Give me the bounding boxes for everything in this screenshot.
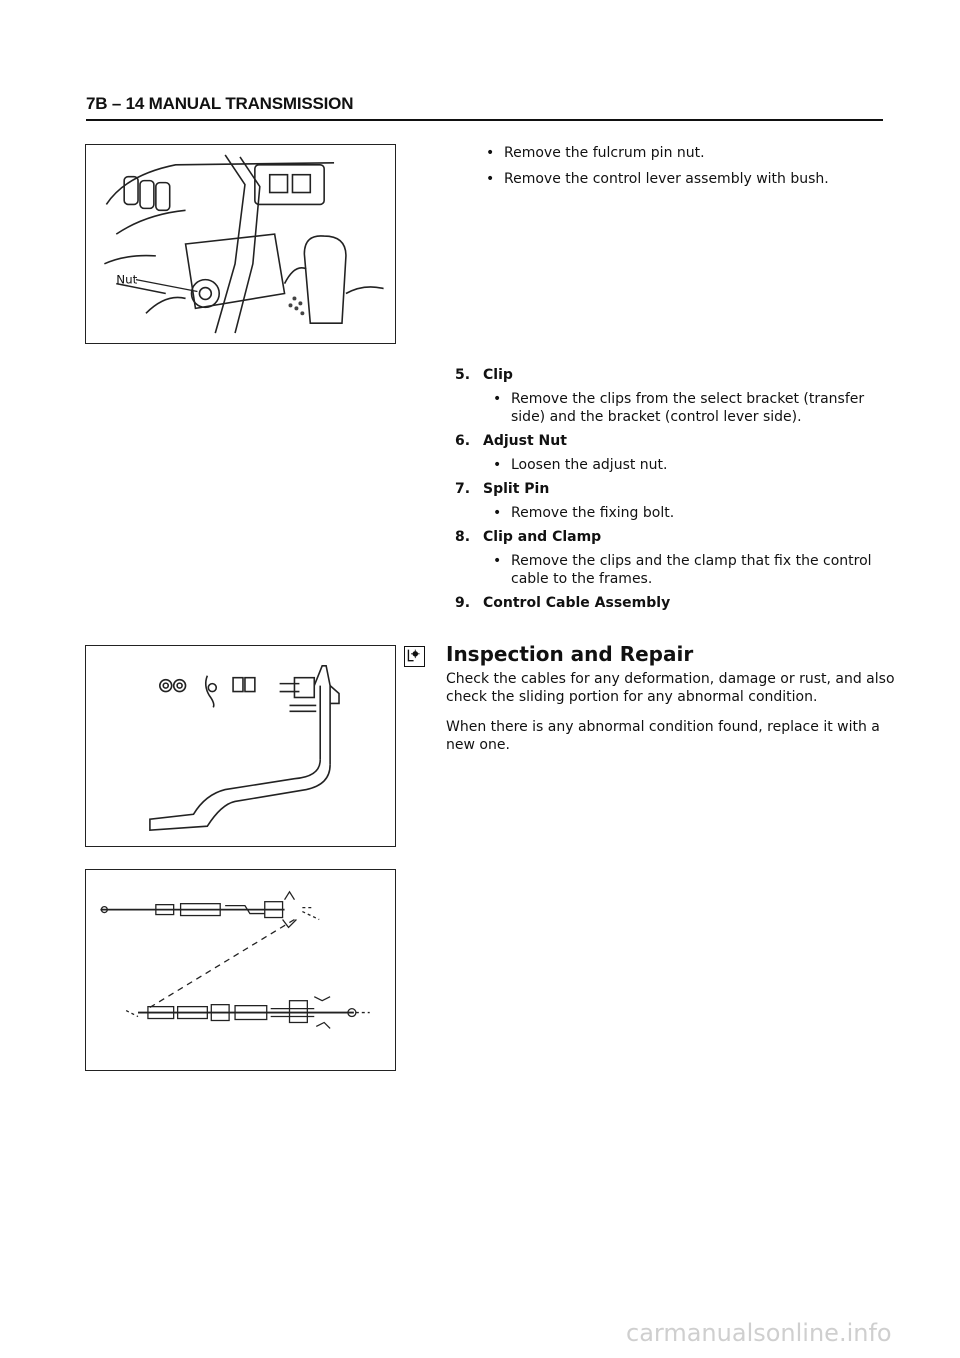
intro-bullet-1: • Remove the fulcrum pin nut.: [476, 144, 896, 162]
inspection-paragraph-1: Check the cables for any deformation, damage or rust, and also check the sliding portion for any abnormal condition.: [446, 671, 895, 705]
intro-bullet-2: • Remove the control lever assembly with bush.: [476, 170, 896, 188]
header-rule: [86, 119, 883, 121]
control-lever-illustration: [86, 145, 395, 343]
step-number: 5.: [455, 367, 471, 383]
figure-control-lever-parts: [85, 645, 396, 847]
step-title: Split Pin: [483, 481, 550, 497]
step-title: Clip and Clamp: [483, 529, 602, 545]
inspection-paragraph-2: When there is any abnormal condition found, replace it with a new one.: [446, 719, 880, 753]
step-title: Adjust Nut: [483, 433, 567, 449]
figure-control-cable-assembly: [85, 869, 396, 1071]
step-bullet: • Remove the clips from the select bracket (transfer side) and the bracket (control lever side).: [483, 390, 895, 426]
step-number: 6.: [455, 433, 471, 449]
step-number: 7.: [455, 481, 471, 497]
section-title-inspection: Inspection and Repair: [446, 642, 694, 666]
step-number: 9.: [455, 595, 471, 611]
figure-control-lever-nut: [85, 144, 396, 344]
step-title: Clip: [483, 367, 513, 383]
control-cable-illustration: [86, 870, 395, 1070]
step-bullet: • Remove the fixing bolt.: [483, 504, 895, 522]
watermark: carmanualsonline.info: [626, 1319, 892, 1347]
nut-callout: Nut: [116, 272, 138, 287]
step-6: [455, 432, 895, 474]
inspection-icon: [404, 646, 425, 667]
step-bullet: • Remove the clips and the clamp that fix the control cable to the frames.: [483, 552, 895, 588]
control-lever-parts-illustration: [86, 646, 395, 846]
step-5: [455, 366, 895, 426]
step-8: [455, 528, 895, 588]
step-9: [455, 594, 895, 612]
step-7: [455, 480, 895, 522]
step-bullet: • Loosen the adjust nut.: [483, 456, 895, 474]
step-title: Control Cable Assembly: [483, 595, 671, 611]
removal-steps: [455, 366, 895, 612]
step-number: 8.: [455, 529, 471, 545]
page-header: 7B – 14 MANUAL TRANSMISSION: [86, 94, 354, 113]
